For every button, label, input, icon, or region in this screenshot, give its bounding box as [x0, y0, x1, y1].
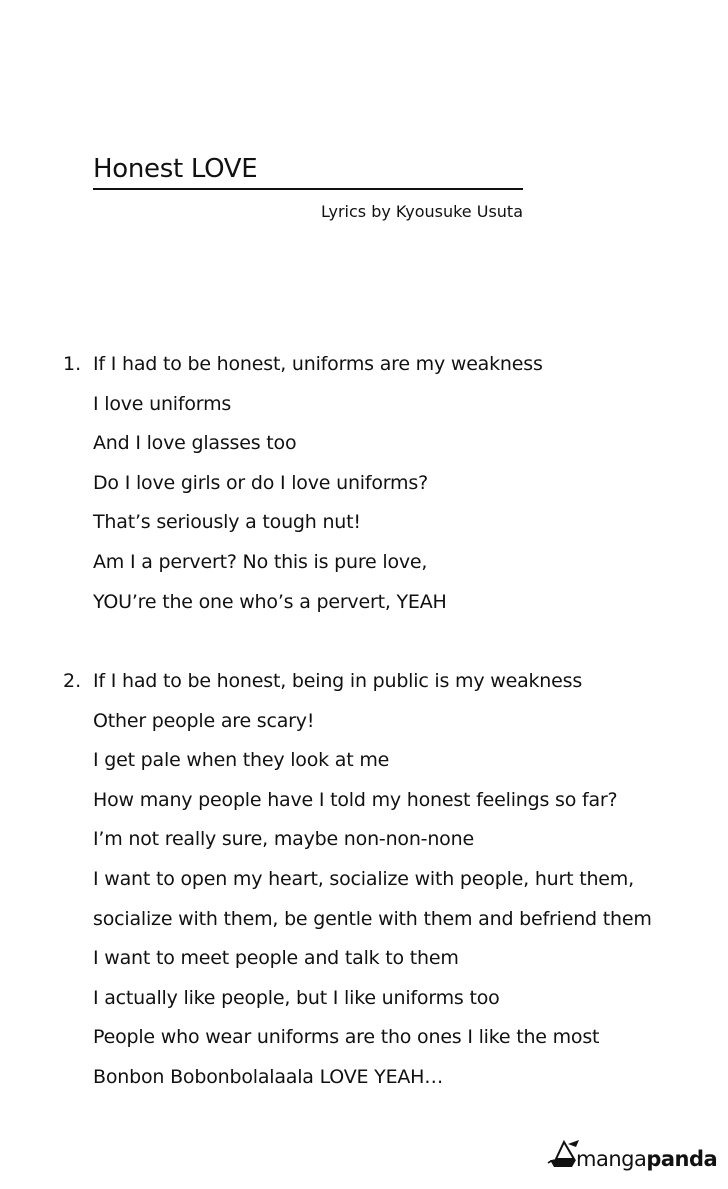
- watermark-text: [576, 1146, 717, 1172]
- lyric-line: I get pale when they look at me: [93, 749, 390, 772]
- lyric-line: I’m not really sure, maybe non-non-none: [93, 828, 474, 851]
- lyric-line: How many people have I told my honest feelings so far?: [93, 788, 618, 811]
- lyric-line: People who wear uniforms are tho ones I like the most: [93, 1026, 600, 1049]
- lyric-line: YOU’re the one who’s a pervert, YEAH: [93, 590, 447, 613]
- lyric-line: If I had to be honest, being in public is my weakness: [93, 670, 583, 692]
- lyric-line: I love uniforms: [93, 392, 232, 415]
- title-underline: [93, 188, 523, 190]
- lyric-line: socialize with them, be gentle with them and befriend them: [93, 907, 652, 930]
- lyric-line: That’s seriously a tough nut!: [93, 511, 361, 534]
- watermark-text-bold: panda: [646, 1147, 718, 1171]
- lyric-line: And I love glasses too: [93, 432, 297, 455]
- lyric-line: I want to open my heart, socialize with people, hurt them,: [93, 868, 634, 890]
- lyric-line: Do I love girls or do I love uniforms?: [93, 471, 428, 494]
- lyric-line: I want to meet people and talk to them: [93, 947, 459, 970]
- lyric-line: Bonbon Bobonbolalaala LOVE YEAH…: [93, 1066, 444, 1088]
- lyric-line: If I had to be honest, uniforms are my weakness: [93, 353, 543, 375]
- lyric-line: I actually like people, but I like uniforms too: [93, 986, 500, 1009]
- song-title: Honest LOVE: [93, 154, 258, 184]
- verse-number: 1.: [63, 353, 82, 375]
- lyric-line: Other people are scary!: [93, 709, 315, 732]
- lyric-line: Am I a pervert? No this is pure love,: [93, 551, 428, 573]
- site-watermark: [546, 1138, 721, 1178]
- lyrics-credit: Lyrics by Kyousuke Usuta: [321, 202, 523, 221]
- watermark-text-light: manga: [576, 1147, 647, 1171]
- verse-number: 2.: [63, 670, 82, 692]
